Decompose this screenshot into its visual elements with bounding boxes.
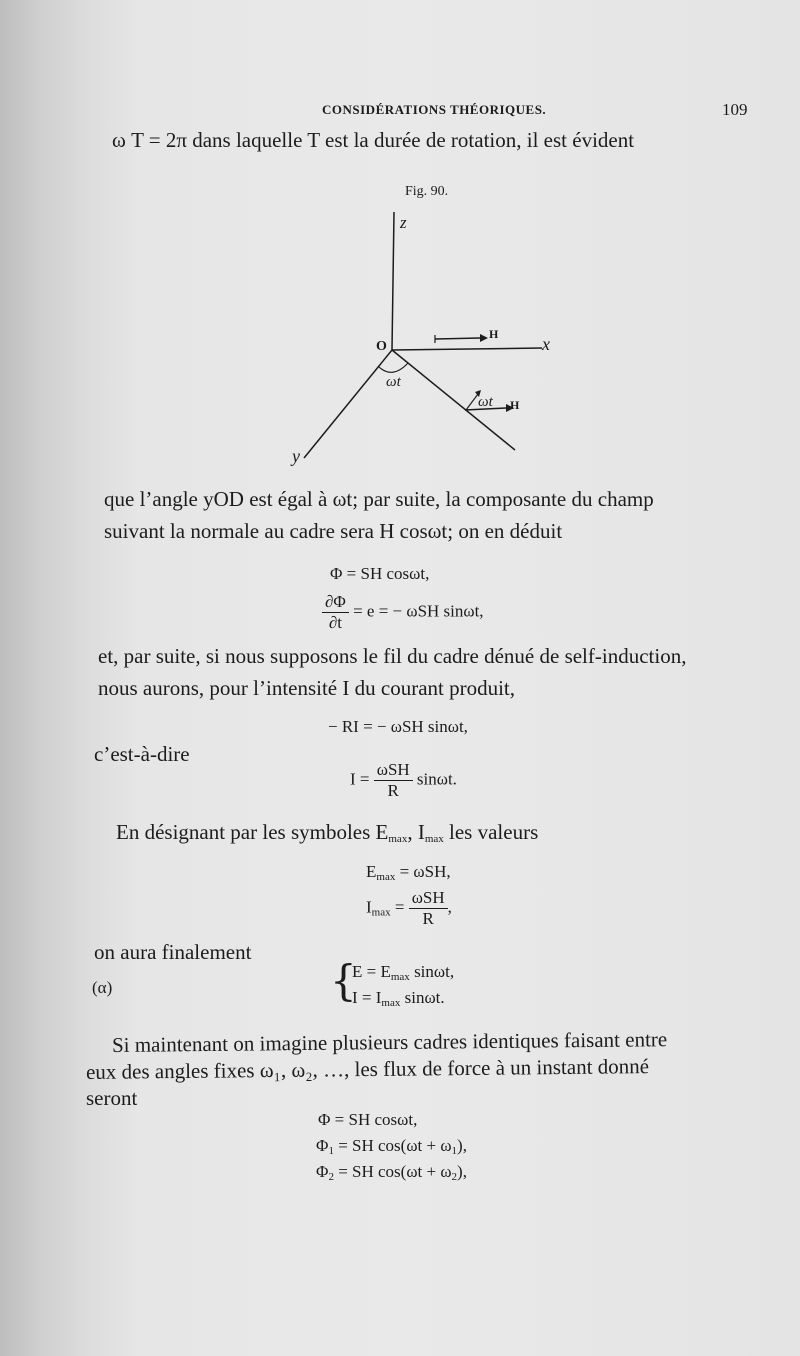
label-omega-t-1: ωt xyxy=(386,374,401,390)
text-line-7b: , I xyxy=(407,820,425,844)
z-axis xyxy=(392,212,394,350)
text-line-8: on aura finalement xyxy=(94,940,252,964)
label-origin: O xyxy=(376,339,387,354)
imax-numerator: ωSH xyxy=(409,888,448,909)
current-lhs: I = xyxy=(350,769,370,789)
equation-flux: Φ = SH cosωt, xyxy=(330,564,430,583)
sys1-b: sinωt, xyxy=(409,962,455,981)
system-eq-2 xyxy=(352,988,445,1009)
flux2-sub2: 2 xyxy=(451,1171,458,1183)
flux2-end: ), xyxy=(457,1162,467,1181)
text-line-7c: les valeurs xyxy=(443,820,539,844)
x-axis xyxy=(392,348,542,350)
text-line-9: Si maintenant on imagine plusieurs cadres identiques faisant entre xyxy=(111,1027,668,1057)
figure-caption: Fig. 90. xyxy=(405,184,449,199)
running-header: CONSIDÉRATIONS THÉORIQUES. xyxy=(322,102,547,117)
system-label: (α) xyxy=(92,978,113,997)
derivative-numerator: ∂Φ xyxy=(322,592,349,613)
text-line-6: c’est-à-dire xyxy=(94,742,190,766)
equation-flux-1 xyxy=(316,1136,467,1157)
current-rest: sinωt. xyxy=(416,769,457,789)
angle-arc xyxy=(378,363,408,372)
imax-eq: = xyxy=(390,897,405,917)
sys1-sub: max xyxy=(390,971,410,983)
flux1-sub: 1 xyxy=(328,1145,334,1157)
emf-rest: = e = − ωSH sinωt, xyxy=(353,601,484,621)
od-line xyxy=(392,350,515,450)
text-line-10: eux des angles fixes ω₁, ω₂, …, les flux de force à un instant donné xyxy=(85,1054,650,1084)
equation-ri: − RI = − ωSH sinωt, xyxy=(328,717,468,736)
system-eq-1 xyxy=(352,962,454,983)
h-arrow-1 xyxy=(435,338,480,339)
emax-subscript: max xyxy=(388,833,408,845)
label-x: x xyxy=(542,334,550,354)
imax-rest: , xyxy=(447,897,452,917)
text-line-11: seront xyxy=(86,1086,138,1110)
current-denominator: R xyxy=(387,781,399,800)
sys2-sub: max xyxy=(381,997,401,1009)
text-line-7 xyxy=(116,820,538,845)
sys1-a: E = E xyxy=(352,962,391,981)
text-line-3: suivant la normale au cadre sera H cosωt; on en déduit xyxy=(104,519,563,543)
flux2-phi: Φ xyxy=(316,1162,329,1181)
sys2-b: sinωt. xyxy=(400,988,445,1007)
equation-flux-2 xyxy=(316,1162,467,1183)
label-h1: H xyxy=(489,327,499,341)
label-y: y xyxy=(292,446,300,466)
flux1-mid: = SH cos(ωt + ω xyxy=(333,1136,452,1155)
text-line-2: que l’angle yOD est égal à ωt; par suite, la composante du champ xyxy=(104,487,654,511)
h-arrow-1-head xyxy=(480,334,488,342)
sys2-a: I = I xyxy=(352,988,382,1007)
label-z: z xyxy=(400,213,407,232)
flux2-sub: 2 xyxy=(328,1171,334,1183)
derivative-denominator: ∂t xyxy=(328,613,342,632)
text-line-5: nous aurons, pour l’intensité I du courant produit, xyxy=(98,676,516,700)
emax-sub: max xyxy=(376,871,396,883)
normal-arrow xyxy=(466,394,478,410)
label-h2: H xyxy=(510,398,520,412)
equation-flux-0: Φ = SH cosωt, xyxy=(318,1110,418,1129)
page-number: 109 xyxy=(722,100,748,119)
imax-sub: max xyxy=(371,906,391,919)
imax-denominator: R xyxy=(422,909,434,928)
current-numerator: ωSH xyxy=(374,760,413,781)
current-fraction xyxy=(374,760,413,801)
flux1-sub2: 1 xyxy=(451,1145,458,1157)
emax-rest: = ωSH, xyxy=(395,862,451,881)
text-line-7a: En désignant par les symboles E xyxy=(116,820,389,844)
equation-imax xyxy=(366,888,452,929)
rotation-figure xyxy=(280,200,580,470)
flux1-end: ), xyxy=(457,1136,467,1155)
equation-emax xyxy=(366,862,451,883)
text-line-4: et, par suite, si nous supposons le fil du cadre dénué de self-induction, xyxy=(98,644,687,668)
emax-e: E xyxy=(366,862,377,881)
system-brace: { xyxy=(330,956,357,1005)
text-line-1: ω T = 2π dans laquelle T est la durée de rotation, il est évident xyxy=(112,128,635,152)
equation-emf xyxy=(322,592,484,633)
flux2-mid: = SH cos(ωt + ω xyxy=(333,1162,452,1181)
derivative-fraction xyxy=(322,592,349,633)
imax-i: I xyxy=(366,897,372,917)
flux1-phi: Φ xyxy=(316,1136,329,1155)
imax-fraction xyxy=(409,888,448,929)
equation-current xyxy=(350,760,457,801)
imax-subscript: max xyxy=(424,833,444,845)
label-omega-t-2: ωt xyxy=(478,394,493,410)
